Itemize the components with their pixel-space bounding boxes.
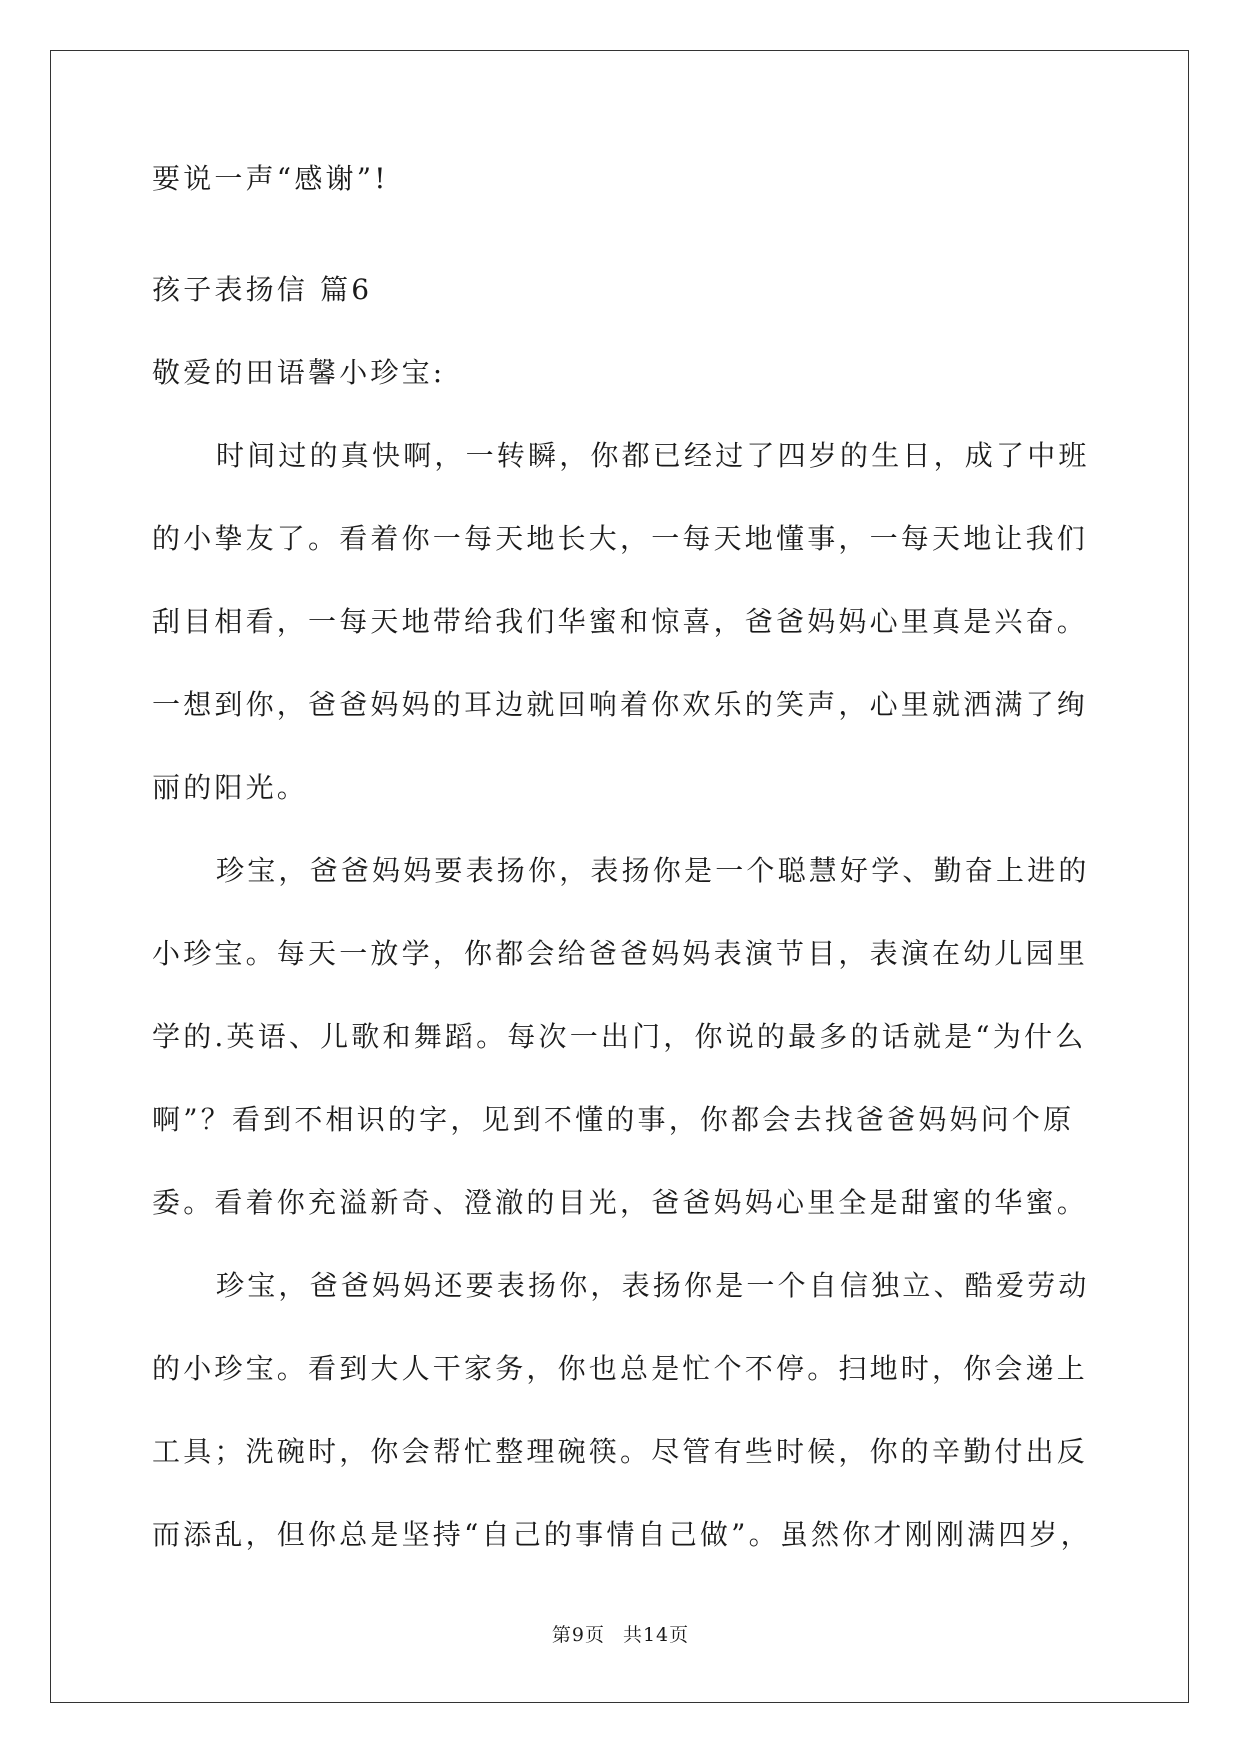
paragraph-line: 珍宝，爸爸妈妈要表扬你，表扬你是一个聪慧好学、勤奋上进的 xyxy=(216,854,1090,887)
paragraph-line: 珍宝，爸爸妈妈还要表扬你，表扬你是一个自信独立、酷爱劳动 xyxy=(216,1269,1090,1302)
paragraph-line: 刮目相看，一每天地带给我们华蜜和惊喜，爸爸妈妈心里真是兴奋。 xyxy=(152,605,1089,638)
salutation: 敬爱的田语馨小珍宝: xyxy=(152,356,446,389)
paragraph-line: 啊”？看到不相识的字，见到不懂的事，你都会去找爸爸妈妈问个原 xyxy=(152,1103,1075,1136)
text-line: 要说一声“感谢”! xyxy=(152,162,389,195)
paragraph-line: 丽的阳光。 xyxy=(152,771,309,804)
paragraph-line: 学的.英语、儿歌和舞蹈。每次一出门，你说的最多的话就是“为什么 xyxy=(152,1020,1087,1053)
paragraph-line: 时间过的真快啊，一转瞬，你都已经过了四岁的生日，成了中班 xyxy=(216,439,1090,472)
paragraph-line: 而添乱，但你总是坚持“自己的事情自己做”。虽然你才刚刚满四岁， xyxy=(152,1518,1092,1551)
page-footer xyxy=(0,1620,1241,1647)
document-body xyxy=(152,162,1092,1576)
section-heading: 孩子表扬信 篇6 xyxy=(152,273,373,306)
paragraph-line: 小珍宝。每天一放学，你都会给爸爸妈妈表演节目，表演在幼儿园里 xyxy=(152,937,1089,970)
page-number: 第9页 xyxy=(551,1624,605,1646)
paragraph-line: 的小珍宝。看到大人干家务，你也总是忙个不停。扫地时，你会递上 xyxy=(152,1352,1089,1385)
paragraph-line: 一想到你，爸爸妈妈的耳边就回响着你欢乐的笑声，心里就洒满了绚 xyxy=(152,688,1089,721)
paragraph-line: 的小挚友了。看着你一每天地长大，一每天地懂事，一每天地让我们 xyxy=(152,522,1089,555)
paragraph-line: 工具；洗碗时，你会帮忙整理碗筷。尽管有些时候，你的辛勤付出反 xyxy=(152,1435,1089,1468)
page-total: 共14页 xyxy=(622,1624,690,1646)
paragraph-line: 委。看着你充溢新奇、澄澈的目光，爸爸妈妈心里全是甜蜜的华蜜。 xyxy=(152,1186,1089,1219)
